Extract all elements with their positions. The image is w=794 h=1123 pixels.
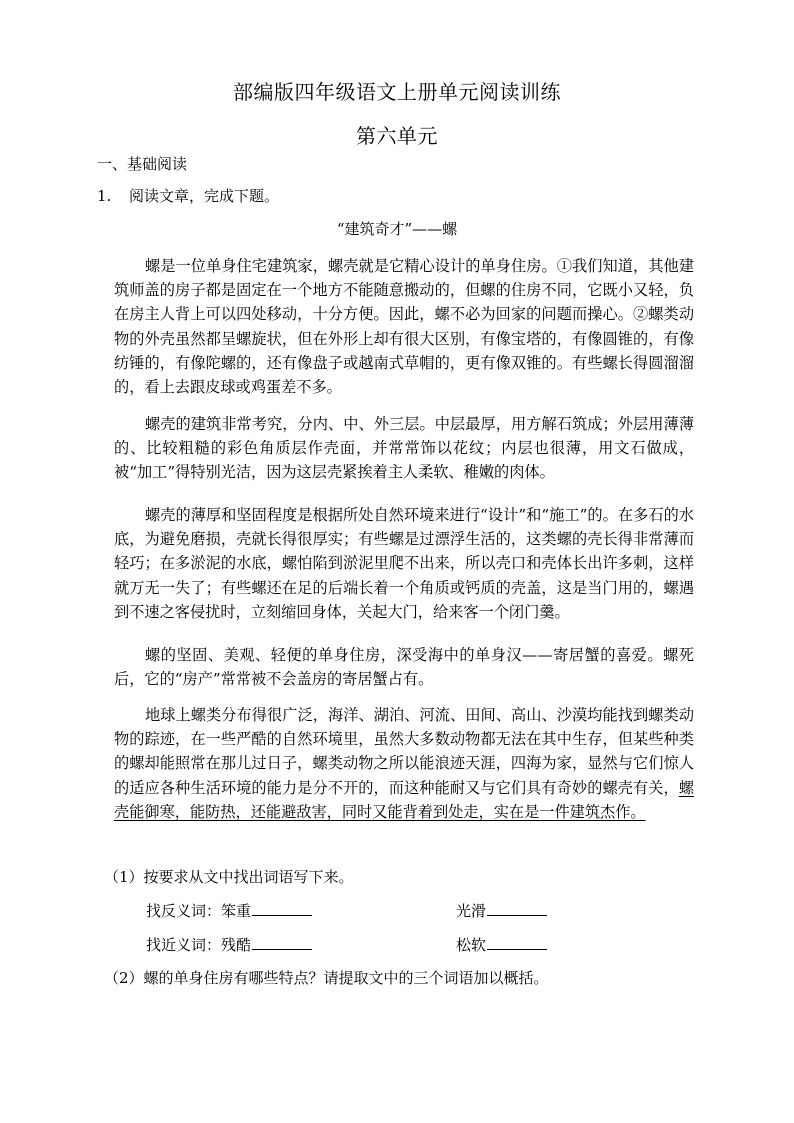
- question-prompt: [97, 186, 279, 206]
- answer-blank-2[interactable]: [487, 901, 547, 916]
- question-number: 1.: [97, 187, 112, 205]
- subquestion-2: （2）螺的单身住房有哪些特点？请提取文中的三个词语加以概括。: [104, 969, 549, 987]
- underlined-sentence: 螺壳能御寒，能防热，还能避敌害，同时又能背着到处走，实在是一件建筑杰作。: [114, 778, 694, 821]
- synonym-item-2: [456, 935, 547, 955]
- section-heading: 一、基础阅读: [97, 155, 188, 173]
- passage-paragraph-1: 螺是一位单身住宅建筑家，螺壳就是它精心设计的单身住房。①我们知道，其他建筑师盖的房子都是固定在一个地方不能随意搬动的，但螺的住房不同，它既小又轻，负在房主人背上可以四处移动，十分方便。因此，螺不必为回家的问题而操心。②螺类动物的外壳虽然都呈螺旋状，但在外形上却有很大区别，有像宝塔的，有像圆锥的，有像纺锤的，有像陀螺的，还有像盘子或越南式草帽的，更有像双锥的。有些螺长得圆溜溜的，看上去跟皮球或鸡蛋差不多。: [114, 257, 694, 397]
- synonym-label-2: 松软: [456, 936, 487, 954]
- passage-paragraph-2: 螺壳的建筑非常考究，分内、中、外三层。中层最厚，用方解石筑成；外层用薄薄的、比较粗糙的彩色角质层作壳面，并常常饰以花纹；内层也很薄，用文石做成，被“加工”得特别光洁，因为这层壳紧挨着主人柔软、稚嫩的肉体。: [114, 415, 694, 482]
- subquestion-1: （1）按要求从文中找出词语写下来。: [104, 868, 354, 886]
- antonym-label: 找反义词：笨重: [146, 902, 252, 920]
- answer-blank-1[interactable]: [252, 901, 312, 916]
- passage-title: “建筑奇才”——螺: [336, 220, 458, 238]
- antonym-label-2: 光滑: [456, 902, 487, 920]
- passage-paragraph-5: [114, 703, 694, 824]
- unit-title: 第六单元: [356, 124, 438, 148]
- synonym-item-1: [146, 935, 312, 955]
- passage-paragraph-3: 螺壳的薄厚和坚固程度是根据所处自然环境来进行“设计”和“施工”的。在多石的水底，为避免磨损，壳就长得很厚实；有些螺是过漂浮生活的，这类螺的壳长得非常薄而轻巧；在多淤泥的水底，螺怕陷到淤泥里爬不出来，所以壳口和壳体长出许多刺，这样就万无一失了；有些螺还在足的后端长着一个角质或钙质的壳盖，这是当门用的，螺遇到不速之客侵扰时，立刻缩回身体，关起大门，给来客一个闭门羹。: [114, 506, 694, 621]
- document-title: 部编版四年级语文上册单元阅读训练: [233, 80, 561, 104]
- passage-paragraph-4: 螺的坚固、美观、轻便的单身住房，深受海中的单身汉——寄居蟹的喜爱。螺死后，它的“房产”常常被不会盖房的寄居蟹占有。: [114, 646, 694, 689]
- question-text: 阅读文章，完成下题。: [129, 187, 280, 205]
- paragraph-5-text: 地球上螺类分布得很广泛，海洋、湖泊、河流、田间、高山、沙漠均能找到螺类动物的踪迹，在一些严酷的自然环境里，虽然大多数动物都无法在其中生存，但某些种类的螺却能照常在那儿过日子，螺类动物之所以能浪迹天涯，四海为家，显然与它们惊人的适应各种生活环境的能力是分不开的，而这种能耐又与它们具有奇妙的螺壳有关，: [114, 706, 694, 797]
- antonym-item-1: [146, 901, 312, 921]
- answer-blank-3[interactable]: [252, 935, 312, 950]
- answer-blank-4[interactable]: [487, 935, 547, 950]
- synonym-label: 找近义词：残酷: [146, 936, 252, 954]
- antonym-item-2: [456, 901, 547, 921]
